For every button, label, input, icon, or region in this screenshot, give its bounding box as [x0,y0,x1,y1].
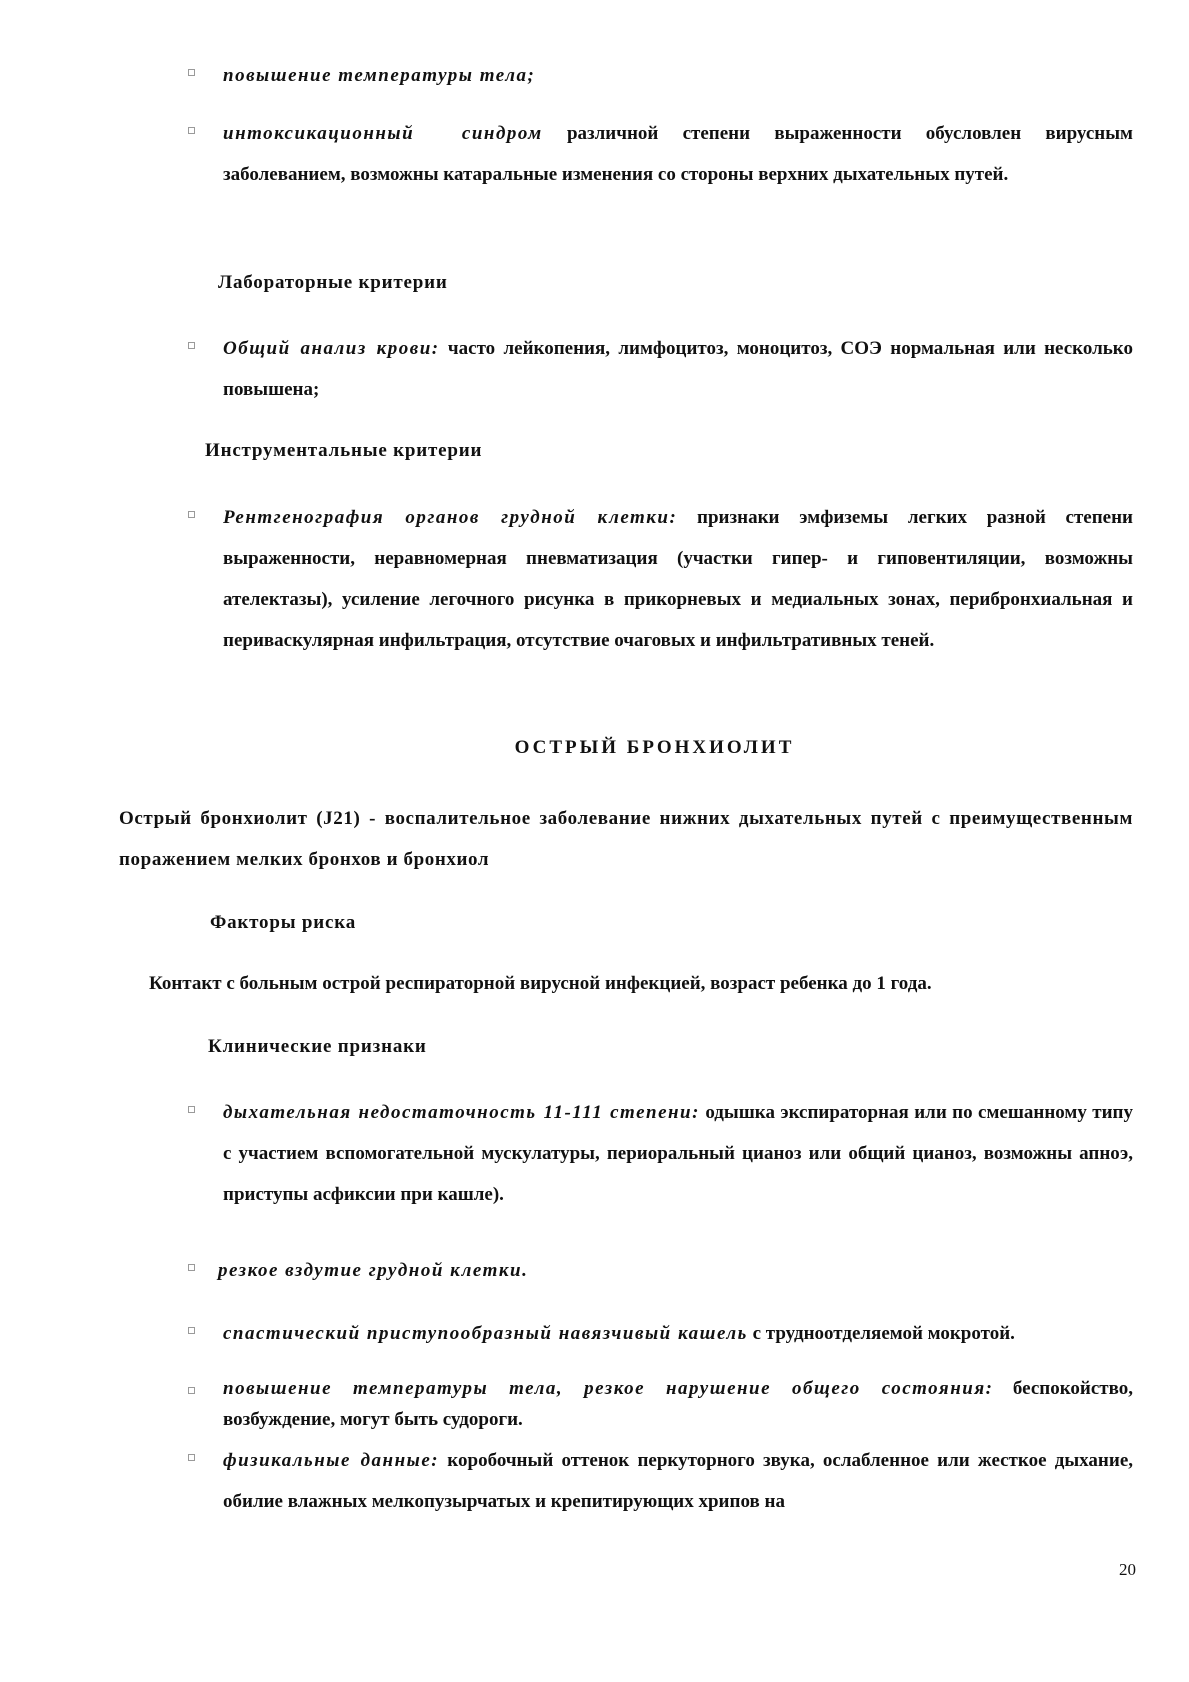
list-item [188,55,1133,96]
list-item [188,1373,1133,1435]
list-item [188,113,1133,195]
item-italic: интоксикационный синдром [223,123,543,144]
risk-heading: Факторы риска [210,912,357,933]
item-italic: Рентгенография органов грудной клетки: [223,507,678,528]
item-italic: повышение температуры тела; [223,65,536,86]
item-text: часто лейкопения, лимфоцитоз, моноцитоз, СОЭ нормальная или несколько повышена; [223,338,1133,400]
list-item [188,1313,1133,1354]
bullet-marker [188,127,195,134]
bullet-marker [188,1387,195,1394]
item-text: признаки эмфиземы легких разной степени выраженности, неравномерная пневматизация (участки гипер- и гиповентиляции, возможны ателектазы), усиление легочного рисунка в прикорневых и медиальных зонах, перибронхиальная и периваскулярная инфильтрация, отсутствие очаговых и инфильтративных теней. [223,507,1133,651]
list-item [188,328,1133,410]
bullet-marker [188,342,195,349]
bullet-marker [188,1106,195,1113]
bullet-marker [188,1454,195,1461]
risk-text: Контакт с больным острой респираторной вирусной инфекцией, возраст ребенка до 1 года. [149,973,932,994]
item-italic: резкое вздутие грудной клетки. [218,1260,529,1281]
list-item [188,1092,1133,1215]
list-item [188,497,1133,661]
item-italic: дыхательная недостаточность 11-111 степени: [223,1102,700,1123]
lab-heading: Лабораторные критерии [218,272,448,293]
item-text: одышка экспираторная или по смешанному типу с участием вспомогательной мускулатуры, периоральный цианоз или общий цианоз, возможны апноэ, приступы асфиксии при кашле). [223,1102,1133,1205]
item-italic: физикальные данные: [223,1450,440,1471]
bullet-marker [188,511,195,518]
clinical-heading: Клинические признаки [208,1036,427,1057]
section-title: ОСТРЫЙ БРОНХИОЛИТ [514,737,795,758]
list-item [188,1250,1133,1291]
item-text: различной степени выраженности обусловлен вирусным заболеванием, возможны катаральные изменения со стороны верхних дыхательных путей. [223,123,1133,185]
item-text: беспокойство, возбуждение, могут быть судороги. [223,1378,1133,1430]
item-italic: спастический приступообразный навязчивый кашель [223,1323,748,1344]
bullet-marker [188,1327,195,1334]
item-italic: повышение температуры тела, резкое нарушение общего состояния: [223,1378,994,1399]
bullet-marker [188,69,195,76]
bullet-marker [188,1264,195,1271]
item-italic: Общий анализ крови: [223,338,440,359]
item-text: с трудноотделяемой мокротой. [747,1323,1015,1344]
instr-heading: Инструментальные критерии [205,440,483,461]
list-item [188,1440,1133,1522]
definition-paragraph: Острый бронхиолит (J21) - воспалительное заболевание нижних дыхательных путей с преимущественным поражением мелких бронхов и бронхиол [119,808,1133,870]
item-text: коробочный оттенок перкуторного звука, ослабленное или жесткое дыхание, обилие влажных мелкопузырчатых и крепитирующих хрипов на [223,1450,1133,1512]
page-number: 20 [1119,1560,1136,1579]
